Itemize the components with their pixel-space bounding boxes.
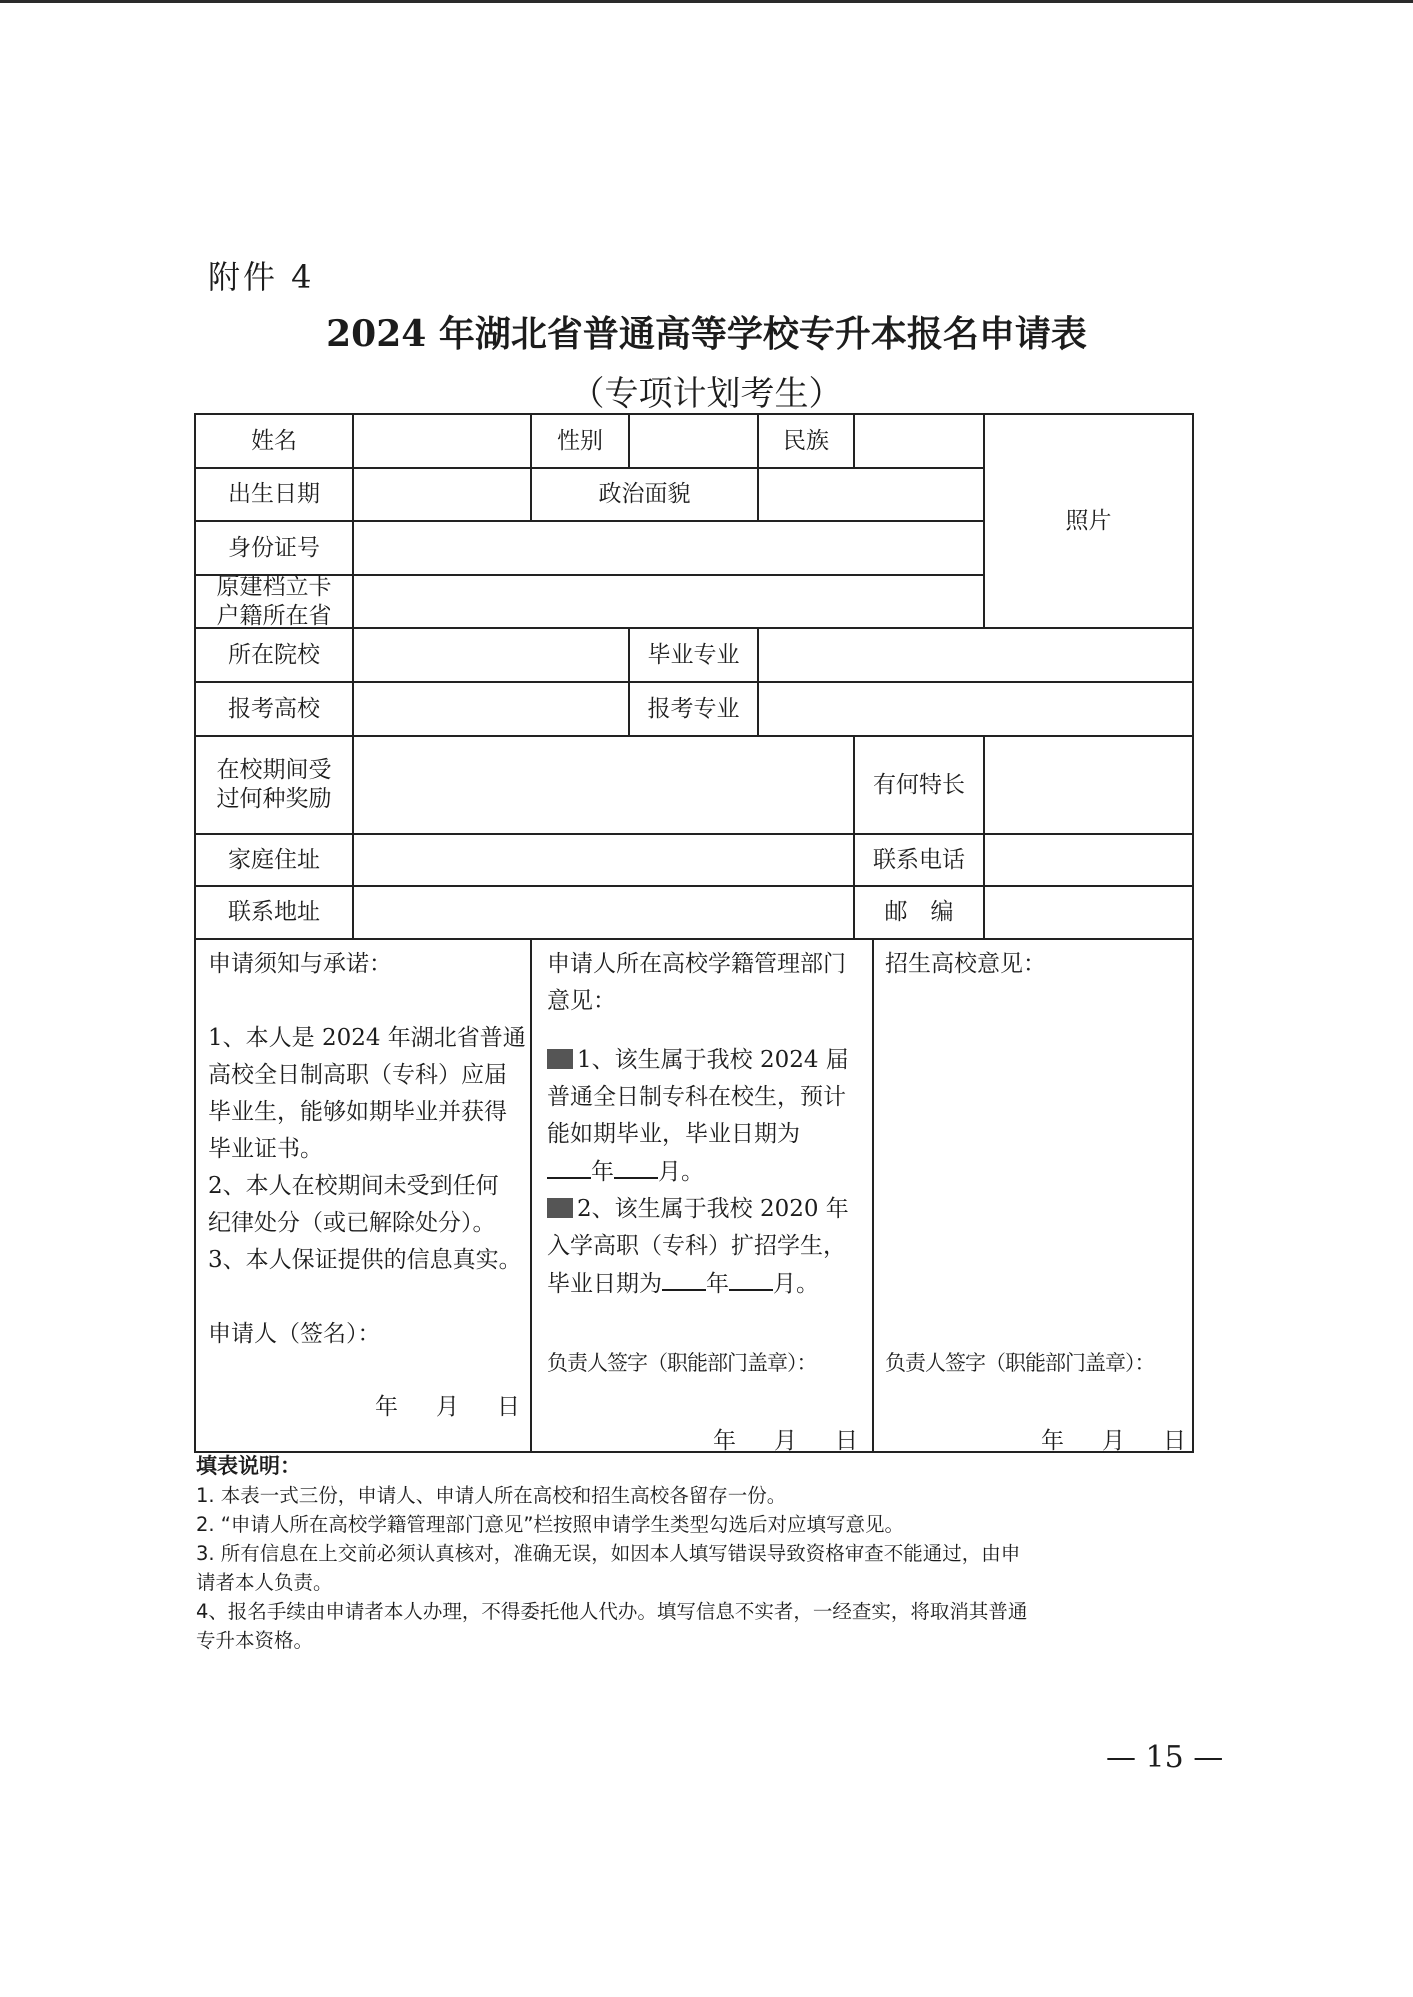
ethnicity-label: 民族 [783, 427, 829, 454]
commitment-line: 毕业生，能够如期毕业并获得 [208, 1099, 507, 1125]
date-month: 月 [774, 1428, 797, 1454]
postcode-label: 邮 编 [884, 899, 954, 926]
school-opinion-heading: 招生高校意见： [885, 951, 1046, 977]
instruction-item: 4、报名手续由申请者本人办理，不得委托他人代办。填写信息不实者，一经查实，将取消其普通 [196, 1600, 1028, 1623]
option-2-checkbox[interactable] [547, 1198, 573, 1218]
dept-opinion-section [547, 946, 869, 1303]
applicant-signature-label: 申请人（签名）： [208, 1321, 381, 1347]
gender-field[interactable] [629, 414, 758, 468]
date-day: 日 [497, 1394, 520, 1420]
ethnicity-field[interactable] [854, 414, 984, 468]
grad-date-1 [547, 1153, 869, 1191]
commitment-line: 毕业证书。 [208, 1136, 323, 1162]
date-day: 日 [835, 1428, 858, 1454]
grad-date-2 [547, 1265, 869, 1303]
date-month: 月 [436, 1394, 459, 1420]
hukou-label-line1: 原建档立卡 [216, 573, 332, 600]
dept-option-1-line3: 能如期毕业，毕业日期为 [547, 1121, 800, 1147]
grad-major-label: 毕业专业 [647, 641, 740, 668]
instruction-item: 1. 本表一式三份，申请人、申请人所在高校和招生高校各留存一份。 [196, 1484, 787, 1507]
date-year: 年 [713, 1428, 736, 1454]
dept-option-2-line1: 2、该生属于我校 2020 年 [577, 1196, 849, 1222]
home-address-field[interactable] [353, 834, 854, 886]
postcode-field[interactable] [984, 886, 1193, 939]
form-title: 2024 年湖北省普通高等学校专升本报名申请表 [326, 313, 1087, 355]
commitment-line: 3、本人保证提供的信息真实。 [208, 1247, 522, 1273]
year-blank-1[interactable] [547, 1153, 591, 1179]
specialty-label: 有何特长 [873, 771, 965, 798]
date-month-end: 月。 [773, 1271, 819, 1297]
instructions-heading: 填表说明： [196, 1454, 301, 1478]
name-field[interactable] [353, 414, 531, 468]
school-label: 所在院校 [228, 641, 320, 668]
dept-option-1-line1: 1、该生属于我校 2024 届 [577, 1047, 849, 1073]
commitment-section [208, 946, 526, 1353]
phone-label: 联系电话 [873, 846, 965, 873]
specialty-field[interactable] [984, 736, 1193, 834]
apply-major-label: 报考专业 [647, 695, 740, 722]
date-year: 年 [375, 1394, 398, 1420]
commitment-line: 2、本人在校期间未受到任何 [208, 1173, 499, 1199]
commitment-line: 纪律处分（或已解除处分）。 [208, 1210, 496, 1236]
dept-heading-line2: 意见： [547, 988, 616, 1014]
month-blank-1[interactable] [614, 1153, 658, 1179]
commitment-line: 高校全日制高职（专科）应届 [208, 1062, 507, 1088]
school-date [1041, 1422, 1186, 1455]
school-signature-label: 负责人签字（职能部门盖章）： [885, 1351, 1155, 1375]
year-blank-2[interactable] [662, 1265, 706, 1291]
dept-option-1-line2: 普通全日制专科在校生，预计 [547, 1084, 846, 1110]
date-year: 年 [591, 1159, 614, 1185]
id-number-label: 身份证号 [228, 534, 320, 561]
contact-address-field[interactable] [353, 886, 854, 939]
instruction-item: 请者本人负责。 [196, 1571, 333, 1594]
photo-box[interactable] [984, 414, 1193, 628]
date-month: 月 [1102, 1428, 1125, 1454]
photo-label: 照片 [1065, 507, 1112, 534]
instruction-item: 3. 所有信息在上交前必须认真核对，准确无误，如因本人填写错误导致资格审查不能通过，由申 [196, 1542, 1021, 1565]
date-year: 年 [706, 1271, 729, 1297]
dept-option-2-line3: 毕业日期为 [547, 1271, 662, 1297]
hukou-label [195, 575, 353, 628]
hukou-label-line2: 户籍所在省 [216, 602, 332, 629]
commitment-line: 1、本人是 2024 年湖北省普通 [208, 1025, 526, 1051]
contact-address-label: 联系地址 [228, 899, 320, 926]
instructions [196, 1452, 1226, 1655]
grad-major-field[interactable] [758, 628, 1193, 682]
hukou-field[interactable] [353, 575, 984, 628]
form-subtitle: （专项计划考生） [570, 374, 843, 414]
awards-label-line2: 过何种奖励 [216, 786, 332, 812]
applicant-date [375, 1388, 520, 1421]
school-field[interactable] [353, 628, 629, 682]
id-number-field[interactable] [353, 521, 984, 575]
awards-label [195, 736, 353, 834]
dept-option-1[interactable] [547, 1042, 869, 1079]
dept-option-2[interactable] [547, 1191, 869, 1228]
apply-school-field[interactable] [353, 682, 629, 736]
dept-option-2-line2: 入学高职（专科）扩招学生， [547, 1233, 846, 1259]
date-day: 日 [1163, 1428, 1186, 1454]
instruction-item: 专升本资格。 [196, 1629, 314, 1652]
dept-date [713, 1422, 858, 1455]
awards-field[interactable] [353, 736, 854, 834]
phone-field[interactable] [984, 834, 1193, 886]
home-address-label: 家庭住址 [228, 846, 320, 873]
dept-heading-line1: 申请人所在高校学籍管理部门 [547, 951, 846, 977]
date-month-end: 月。 [658, 1159, 704, 1185]
awards-label-line1: 在校期间受 [216, 757, 332, 784]
dept-signature-label: 负责人签字（职能部门盖章）： [547, 1351, 817, 1375]
birth-date-label: 出生日期 [228, 481, 320, 508]
date-year: 年 [1041, 1428, 1064, 1454]
name-label: 姓名 [251, 427, 297, 454]
month-blank-2[interactable] [729, 1265, 773, 1291]
birth-date-field[interactable] [353, 468, 531, 521]
annex-label: 附件 4 [208, 258, 315, 296]
option-1-checkbox[interactable] [547, 1049, 573, 1069]
commitment-heading: 申请须知与承诺： [208, 951, 392, 977]
apply-school-label: 报考高校 [228, 695, 320, 722]
instruction-item: 2. “申请人所在高校学籍管理部门意见”栏按照申请学生类型勾选后对应填写意见。 [196, 1513, 905, 1536]
apply-major-field[interactable] [758, 682, 1193, 736]
political-status-field[interactable] [758, 468, 984, 521]
page-number: — 15 — [1106, 1740, 1224, 1775]
political-status-label: 政治面貌 [598, 481, 691, 508]
gender-label: 性别 [557, 427, 603, 454]
